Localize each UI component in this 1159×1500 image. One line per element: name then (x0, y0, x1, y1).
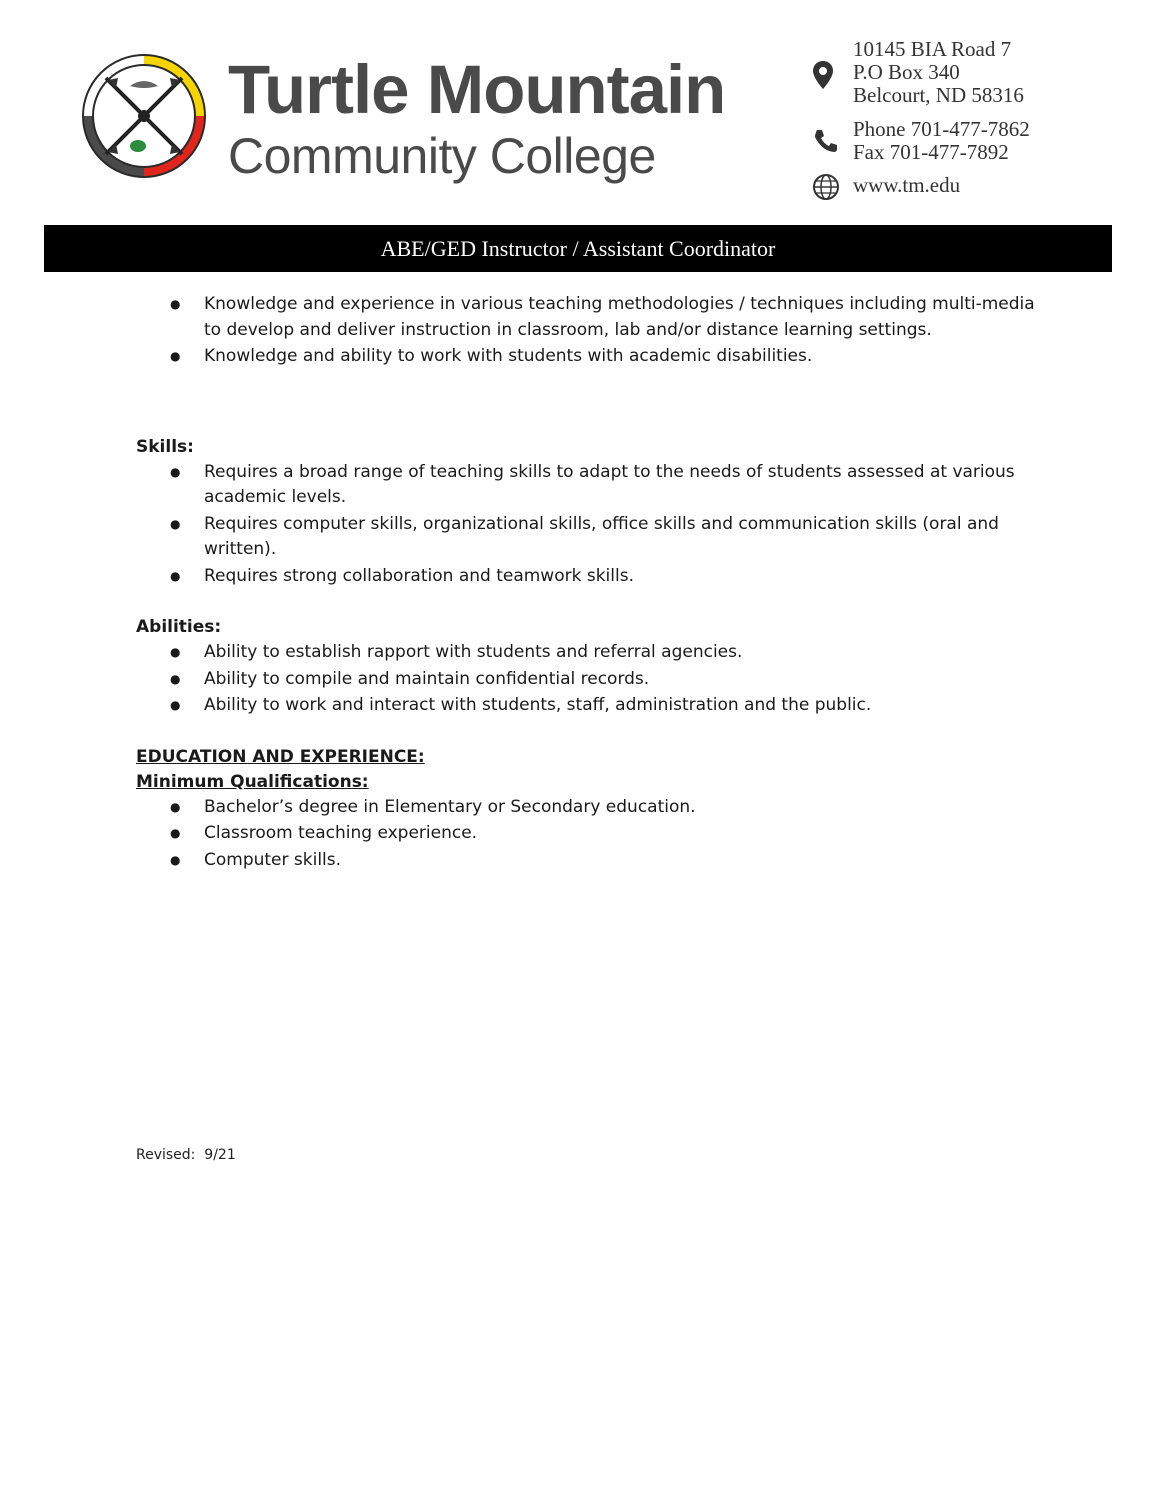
list-item: ● Requires a broad range of teaching skills to adapt to the needs of students assessed at various academic levels. (136, 460, 1036, 511)
list-item: ● Ability to establish rapport with students and referral agencies. (136, 640, 1036, 666)
qualifications-list (136, 795, 1036, 874)
phone-number[interactable]: Phone 701-477-7862 (853, 117, 1030, 141)
location-pin-icon (812, 60, 834, 90)
address-line-2: P.O Box 340 (853, 60, 960, 84)
document-body (136, 292, 1036, 874)
list-item: ● Ability to compile and maintain confidential records. (136, 667, 1036, 693)
phone-block (812, 118, 1030, 164)
phone-icon (812, 128, 838, 154)
list-item: ● Computer skills. (136, 848, 1036, 874)
college-name-line1: Turtle Mountain (228, 51, 726, 128)
website-link[interactable]: www.tm.edu (853, 173, 961, 197)
education-heading: EDUCATION AND EXPERIENCE: (136, 746, 425, 767)
fax-number: Fax 701-477-7892 (853, 140, 1009, 164)
list-item: ● Knowledge and ability to work with students with academic disabilities. (136, 344, 1036, 370)
minimum-qualifications-heading: Minimum Qualifications: (136, 771, 369, 792)
abilities-list (136, 640, 1036, 719)
job-title-bar (44, 225, 1112, 272)
skills-list (136, 460, 1036, 590)
knowledge-list (136, 292, 1036, 370)
college-name (228, 52, 725, 184)
address-line-3: Belcourt, ND 58316 (853, 83, 1024, 107)
skills-heading: Skills: (136, 436, 194, 457)
list-item: ● Ability to work and interact with students, staff, administration and the public. (136, 693, 1036, 719)
abilities-heading: Abilities: (136, 617, 222, 637)
list-item: ● Requires strong collaboration and teamwork skills. (136, 564, 1036, 590)
revised-date: Revised: 9/21 (136, 1147, 236, 1163)
list-item: ● Requires computer skills, organizational skills, office skills and communication skills (oral and written). (136, 512, 1036, 563)
college-name-line2: Community College (228, 128, 656, 184)
address-block (812, 38, 1024, 107)
list-item: ● Knowledge and experience in various teaching methodologies / techniques including multi-media to develop and deliver instruction in classroom, lab and/or distance learning settings. (136, 292, 1036, 343)
list-item: ● Bachelor’s degree in Elementary or Secondary education. (136, 795, 1036, 821)
globe-icon (812, 173, 840, 201)
website-block (812, 174, 960, 197)
list-item: ● Classroom teaching experience. (136, 821, 1036, 847)
job-title: ABE/GED Instructor / Assistant Coordinator (380, 235, 776, 261)
college-logo (78, 50, 210, 182)
address-line-1: 10145 BIA Road 7 (853, 37, 1012, 61)
